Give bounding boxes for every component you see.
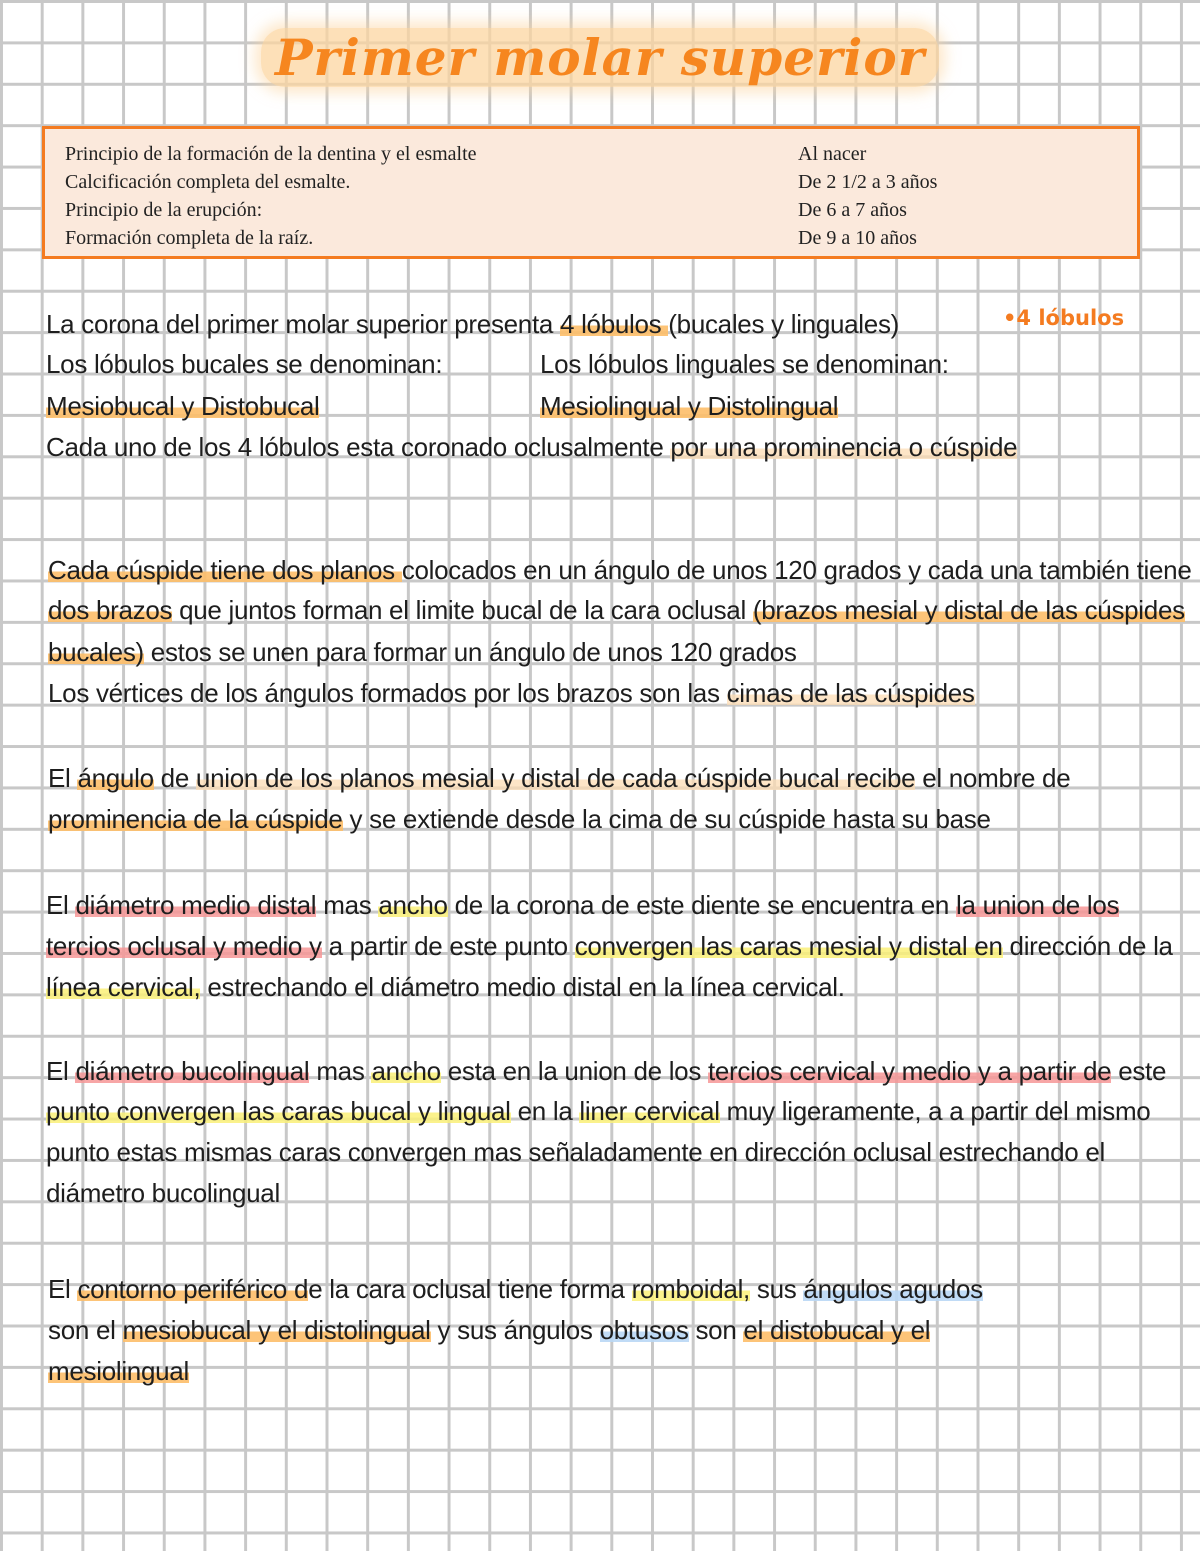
highlight: Cada cúspide tiene dos planos	[48, 555, 402, 585]
highlight: cimas de las cúspides	[726, 678, 975, 708]
text-line: línea cervical, estrechando el diámetro medio distal en la línea cervical.	[46, 972, 845, 1002]
text-line	[46, 388, 319, 424]
highlight: liner cervical	[579, 1096, 720, 1126]
text-line: Los vértices de los ángulos formados por los brazos son las cimas de las cúspides	[48, 678, 975, 708]
highlight: diámetro bucolingual	[75, 1056, 310, 1086]
highlight: convergen las caras mesial y distal en	[574, 931, 1003, 961]
text-line: prominencia de la cúspide y se extiende desde la cima de su cúspide hasta su base	[48, 804, 991, 834]
highlight: mesiobucal y el distolingual	[122, 1315, 431, 1345]
highlight: ángulos agudos	[803, 1274, 983, 1304]
highlight: dos brazos	[48, 595, 173, 625]
highlight: diámetro medio distal	[75, 890, 317, 920]
text-line: bucales) estos se unen para formar un ángulo de unos 120 grados	[48, 637, 797, 667]
highlight: union de los planos mesial y distal de cada cúspide bucal recibe	[195, 763, 916, 793]
highlight: tercios cervical y medio y a partir de	[707, 1056, 1112, 1086]
table-row	[65, 168, 1137, 196]
page-title: Primer molar superior	[0, 28, 1200, 87]
text-line: El ángulo de union de los planos mesial y distal de cada cúspide bucal recibe el nombre de	[48, 763, 1071, 793]
highlight: Mesiolingual y Distolingual	[540, 391, 839, 421]
highlight: bucales)	[48, 637, 144, 667]
side-note: •4 lóbulos	[1003, 306, 1125, 330]
development-table	[42, 126, 1140, 259]
highlight: obtusos	[599, 1315, 689, 1345]
text-line: La corona del primer molar superior presenta 4 lóbulos (bucales y linguales)	[46, 309, 900, 339]
highlight: el distobucal y el	[743, 1315, 931, 1345]
highlight: por una prominencia o cúspide	[670, 432, 1018, 462]
highlight: punto convergen las caras bucal y lingual	[46, 1096, 511, 1126]
row-label: Calcificación completa del esmalte.	[65, 171, 351, 193]
highlight: tercios oclusal y medio y	[46, 931, 322, 961]
table-row	[65, 140, 1137, 168]
highlight: Mesiobucal y Distobucal	[46, 391, 320, 421]
row-value: De 2 1/2 a 3 años	[798, 171, 938, 193]
text-line: punto convergen las caras bucal y lingual en la liner cervical muy ligeramente, a a partir del mismo	[46, 1096, 1151, 1126]
highlight: prominencia de la cúspide	[48, 804, 343, 834]
highlight: (brazos mesial y distal de las cúspides	[752, 595, 1185, 625]
text-line: Los lóbulos linguales se denominan:	[540, 349, 949, 379]
row-value: De 9 a 10 años	[798, 227, 917, 249]
text-line: diámetro bucolingual	[46, 1178, 280, 1208]
text-line: Los lóbulos bucales se denominan:	[46, 349, 443, 379]
highlight: ancho	[378, 890, 448, 920]
text-line: El diámetro bucolingual mas ancho esta en la union de los tercios cervical y medio y a partir de este	[46, 1056, 1167, 1086]
text-line: dos brazos que juntos forman el limite bucal de la cara oclusal (brazos mesial y distal de las cúspides	[48, 595, 1185, 625]
highlight: mesiolingual	[48, 1356, 189, 1386]
table-row	[65, 196, 1137, 224]
text-line: punto estas mismas caras convergen mas señaladamente en dirección oclusal estrechando el	[46, 1137, 1105, 1167]
highlight: 4 lóbulos	[559, 309, 669, 339]
text-line: tercios oclusal y medio y a partir de este punto convergen las caras mesial y distal en dirección de la	[46, 931, 1173, 961]
highlight: ángulo	[77, 763, 154, 793]
text-line: El contorno periférico de la cara oclusal tiene forma romboidal, sus ángulos agudos	[48, 1274, 983, 1304]
text-line: El diámetro medio distal mas ancho de la corona de este diente se encuentra en la union de los	[46, 890, 1120, 920]
highlight: romboidal,	[631, 1274, 750, 1304]
row-value: De 6 a 7 años	[798, 199, 907, 221]
highlight: línea cervical,	[46, 972, 201, 1002]
text-line: Cada cúspide tiene dos planos colocados en un ángulo de unos 120 grados y cada una también tiene	[48, 555, 1192, 585]
row-value: Al nacer	[798, 143, 867, 165]
table-row	[65, 224, 1137, 252]
text-line	[540, 388, 838, 424]
text-line: Cada uno de los 4 lóbulos esta coronado oclusalmente por una prominencia o cúspide	[46, 432, 1018, 462]
row-label: Principio de la formación de la dentina y el esmalte	[65, 143, 477, 165]
row-label: Formación completa de la raíz.	[65, 227, 314, 249]
text-line: son el mesiobucal y el distolingual y sus ángulos obtusos son el distobucal y el	[48, 1315, 931, 1345]
highlight: la union de los	[956, 890, 1120, 920]
row-label: Principio de la erupción:	[65, 199, 263, 221]
text-line	[48, 1353, 189, 1389]
highlight: contorno periférico d	[77, 1274, 309, 1304]
highlight: ancho	[371, 1056, 441, 1086]
